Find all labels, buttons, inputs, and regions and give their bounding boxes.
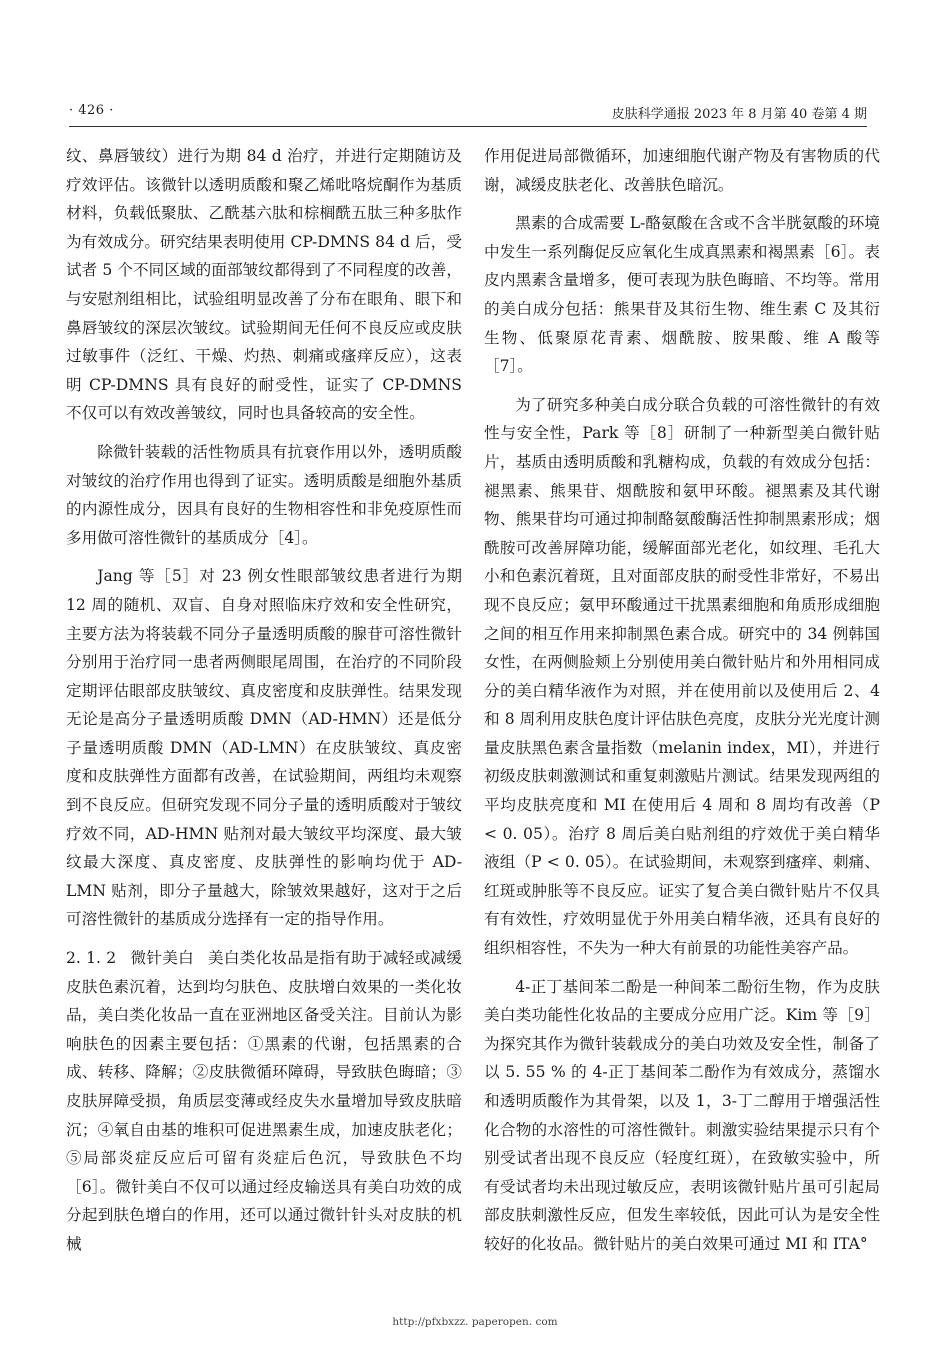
paragraph: 黑素的合成需要 L-酪氨酸在含或不含半胱氨酸的环境中发生一系列酶促反应氧化生成真黑素和褐黑素［6］。表皮内黑素含量增多，便可表现为肤色晦暗、不均等。常用的美白成分包括：熊果苷及其衍生物、维生素 C 及其衍生物、低聚原花青素、烟酰胺、胺果酸、维 A 酸等［7］。 [484, 214, 880, 376]
section-number: 2. 1. 2 [66, 949, 117, 968]
section-title: 微针美白 [130, 949, 195, 968]
left-column [66, 142, 462, 1269]
header-divider [69, 126, 867, 127]
footer-url: http://pfxbxzz. paperopen. com [392, 1316, 558, 1328]
paragraph-text: 美白类化妆品是指有助于减轻或减缓皮肤色素沉着，达到均匀肤色、皮肤增白效果的一类化妆品，美白类化妆品一直在亚洲地区备受关注。目前认为影响肤色的因素主要包括：①黑素的代谢，包括黑素的合成、转移、降解；②皮肤微循环障碍，导致肤色晦暗；③皮肤屏障受损，角质层变薄或经皮失水量增加导致皮肤暗沉；④氧自由基的堆积可促进黑素生成，加速皮肤老化；⑤局部炎症反应后可留有炎症后色沉，导致肤色不均［6］。微针美白不仅可以通过经皮输送具有美白功效的成分起到肤色增白的作用，还可以通过微针针头对皮肤的机械 [66, 949, 462, 1253]
right-column [484, 142, 880, 1269]
section-paragraph [66, 944, 462, 1259]
page-number: · 426 · [69, 103, 114, 118]
journal-header: 皮肤科学通报 2023 年 8 月第 40 卷第 4 期 [611, 107, 867, 122]
paragraph: 纹、鼻唇皱纹）进行为期 84 d 治疗，并进行定期随访及疗效评估。该微针以透明质酸和聚乙烯吡咯烷酮作为基质材料，负载低聚肽、乙酰基六肽和棕榈酰五肽三种多肽作为有效成分。研究结果表明使用 CP-DMNS 84 d 后，受试者 5 个不同区域的面部皱纹都得到了不同程度的改善，与安慰剂组相比，试验组明显改善了分布在眼角、眼下和鼻唇皱纹的深层次皱纹。试验期间无任何不良反应或皮肤过敏事件（泛红、干燥、灼热、刺痛或瘙痒反应），这表明 CP-DMNS 具有良好的耐受性，证实了 CP-DMNS 不仅可以有效改善皱纹，同时也具备较高的安全性。 [66, 147, 462, 423]
paragraph: 为了研究多种美白成分联合负载的可溶性微针的有效性与安全性，Park 等［8］研制了一种新型美白微针贴片，基质由透明质酸和乳糖构成，负载的有效成分包括：褪黑素、熊果苷、烟酰胺和氨甲环酸。褪黑素及其代谢物、熊果苷均可通过抑制酪氨酸酶活性抑制黑素形成；烟酰胺可改善屏障功能，缓解面部光老化，如纹理、毛孔大小和色素沉着斑，且对面部皮肤的耐受性非常好，不易出现不良反应；氨甲环酸通过干扰黑素细胞和角质形成细胞之间的相互作用来抑制黑色素合成。研究中的 34 例韩国女性，在两侧脸颊上分别使用美白微针贴片和外用相同成分的美白精华液作为对照，并在使用前以及使用后 2、4 和 8 周利用皮肤色度计评估肤色亮度，皮肤分光光度计测量皮肤黑色素含量指数（melanin index，MI），并进行初级皮肤刺激测试和重复刺激贴片测试。结果发现两组的平均皮肤亮度和 MI 在使用后 4 周和 8 周均有改善（P < 0. 05）。治疗 8 周后美白贴剂组的疗效优于美白精华液组（P < 0. 05）。在试验期间，未观察到瘙痒、刺痛、红斑或肿胀等不良反应。证实了复合美白微针贴片不仅具有有效性，疗效明显优于外用美白精华液，还具有良好的组织相容性，不失为一种大有前景的功能性美容产品。 [484, 395, 880, 958]
paragraph: 除微针装载的活性物质具有抗衰作用以外，透明质酸对皱纹的治疗作用也得到了证实。透明质酸是细胞外基质的内源性成分，因具有良好的生物相容性和非免疫原性而多用做可溶性微针的基质成分［4］。 [66, 442, 462, 547]
paragraph: 作用促进局部微循环，加速细胞代谢产物及有害物质的代谢，减缓皮肤老化、改善肤色暗沉。 [484, 147, 880, 194]
paragraph: 4-正丁基间苯二酚是一种间苯二酚衍生物，作为皮肤美白类功能性化妆品的主要成分应用广泛。Kim 等［9］为探究其作为微针装载成分的美白功效及安全性，制备了以 5. 55 % 的 4-正丁基间苯二酚作为有效成分，蒸馏水和透明质酸作为其骨架，以及 1，3-丁二醇用于增强活性化合物的水溶性的可溶性微针。刺激实验结果提示只有个别受试者出现不良反应（轻度红斑），在致敏实验中，所有受试者均未出现过敏反应，表明该微针贴片虽可引起局部皮肤刺激性反应，但发生率较低，因此可认为是安全性较好的化妆品。微针贴片的美白效果可通过 MI 和 ITA° [484, 977, 880, 1253]
paragraph: Jang 等［5］对 23 例女性眼部皱纹患者进行为期 12 周的随机、双盲、自身对照临床疗效和安全性研究，主要方法为将装载不同分子量透明质酸的腺苷可溶性微针分别用于治疗同一患者两侧眼尾周围，在治疗的不同阶段定期评估眼部皮肤皱纹、真皮密度和皮肤弹性。结果发现无论是高分子量透明质酸 DMN（AD-HMN）还是低分子量透明质酸 DMN（AD-LMN）在皮肤皱纹、真皮密度和皮肤弹性方面都有改善，在试验期间，两组均未观察到不良反应。但研究发现不同分子量的透明质酸对于皱纹疗效不同，AD-HMN 贴剂对最大皱纹平均深度、最大皱纹最大深度、真皮密度、皮肤弹性的影响均优于 AD-LMN 贴剂，即分子量越大，除皱效果越好，这对于之后可溶性微针的基质成分选择有一定的指导作用。 [66, 567, 462, 929]
